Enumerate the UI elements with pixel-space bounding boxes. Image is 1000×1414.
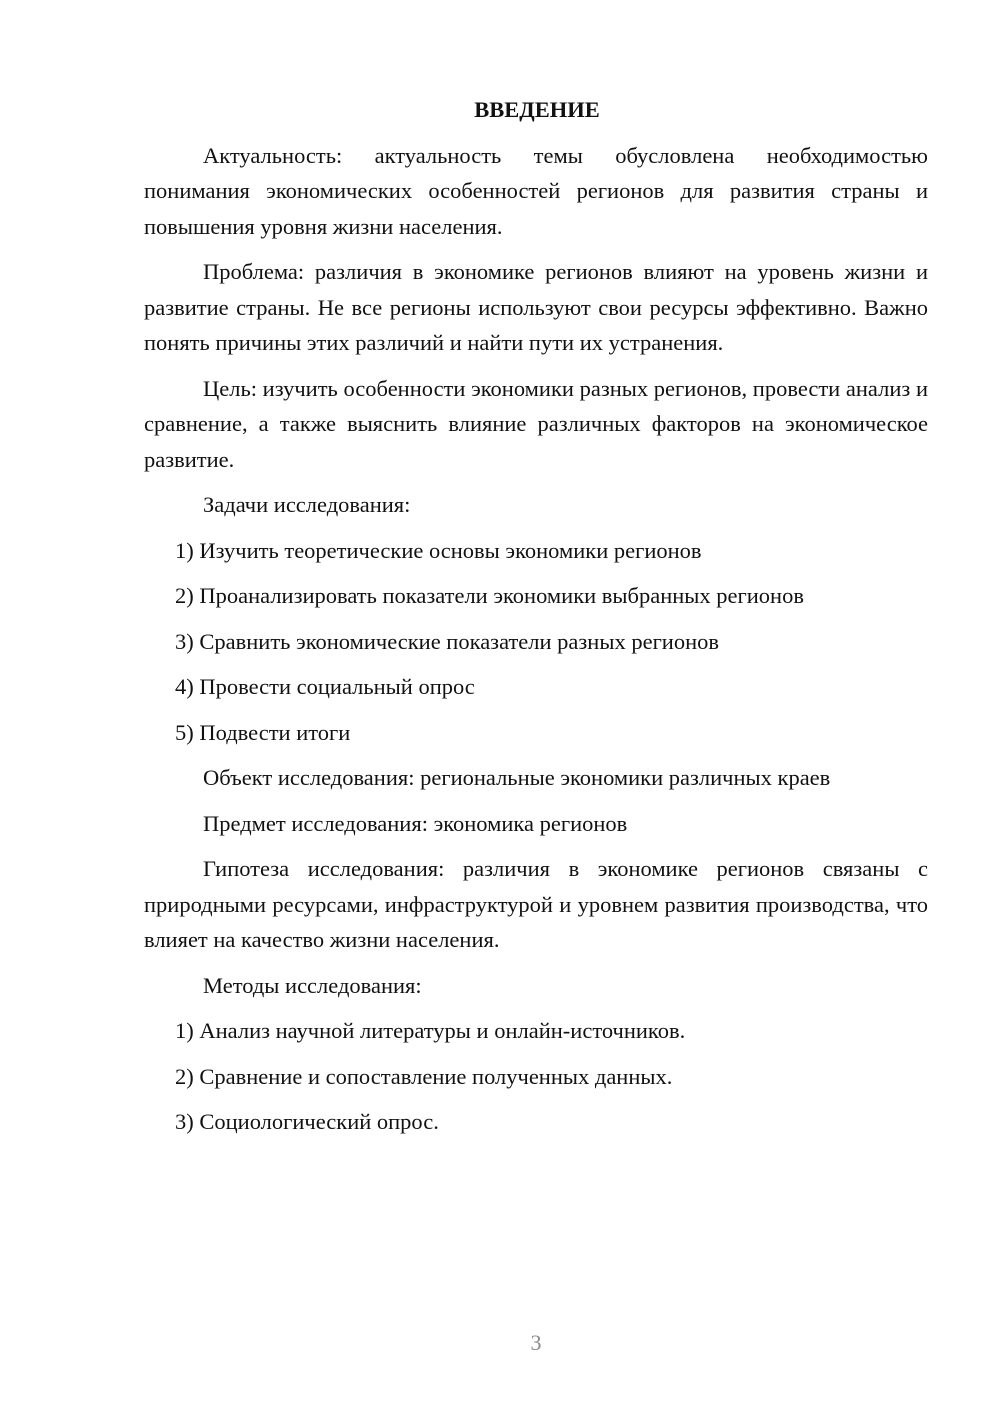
methods-title: Методы исследования:: [203, 972, 422, 998]
method-item: 2) Сравнение и сопоставление полученных данных.: [175, 1063, 673, 1089]
task-item: 2) Проанализировать показатели экономики выбранных регионов: [175, 583, 804, 608]
task-item: 4) Провести социальный опрос: [175, 674, 475, 699]
problem-paragraph: Проблема: различия в экономике регионов влияют на уровень жизни и развитие страны. Не все регионы используют свои ресурсы эффективно. Важно понять причины этих различий и найти пути их устранения.: [144, 259, 928, 355]
relevance-paragraph: Актуальность: актуальность темы обусловлена необходимостью понимания экономических особенностей регионов для развития страны и повышения уровня жизни населения.: [144, 142, 928, 239]
research-subject: Предмет исследования: экономика регионов: [203, 810, 628, 836]
task-item: 3) Сравнить экономические показатели разных регионов: [175, 628, 720, 654]
tasks-title: Задачи исследования:: [203, 492, 411, 517]
method-item: 1) Анализ научной литературы и онлайн-источников.: [175, 1018, 686, 1043]
document-body: [144, 92, 928, 1150]
task-item: 1) Изучить теоретические основы экономики регионов: [175, 537, 702, 563]
task-item: 5) Подвести итоги: [175, 719, 351, 745]
goal-paragraph: Цель: изучить особенности экономики разных регионов, провести анализ и сравнение, а также выяснить влияние различных факторов на экономическое развитие.: [144, 375, 928, 472]
page-number: 3: [530, 1330, 542, 1355]
method-item: 3) Социологический опрос.: [175, 1109, 439, 1134]
hypothesis-paragraph: Гипотеза исследования: различия в экономике регионов связаны с природными ресурсами, инфраструктурой и уровнем развития производства, что влияет на качество жизни населения.: [144, 856, 928, 952]
page-title: ВВЕДЕНИЕ: [474, 97, 600, 122]
research-object: Объект исследования: региональные экономики различных краев: [203, 765, 831, 790]
